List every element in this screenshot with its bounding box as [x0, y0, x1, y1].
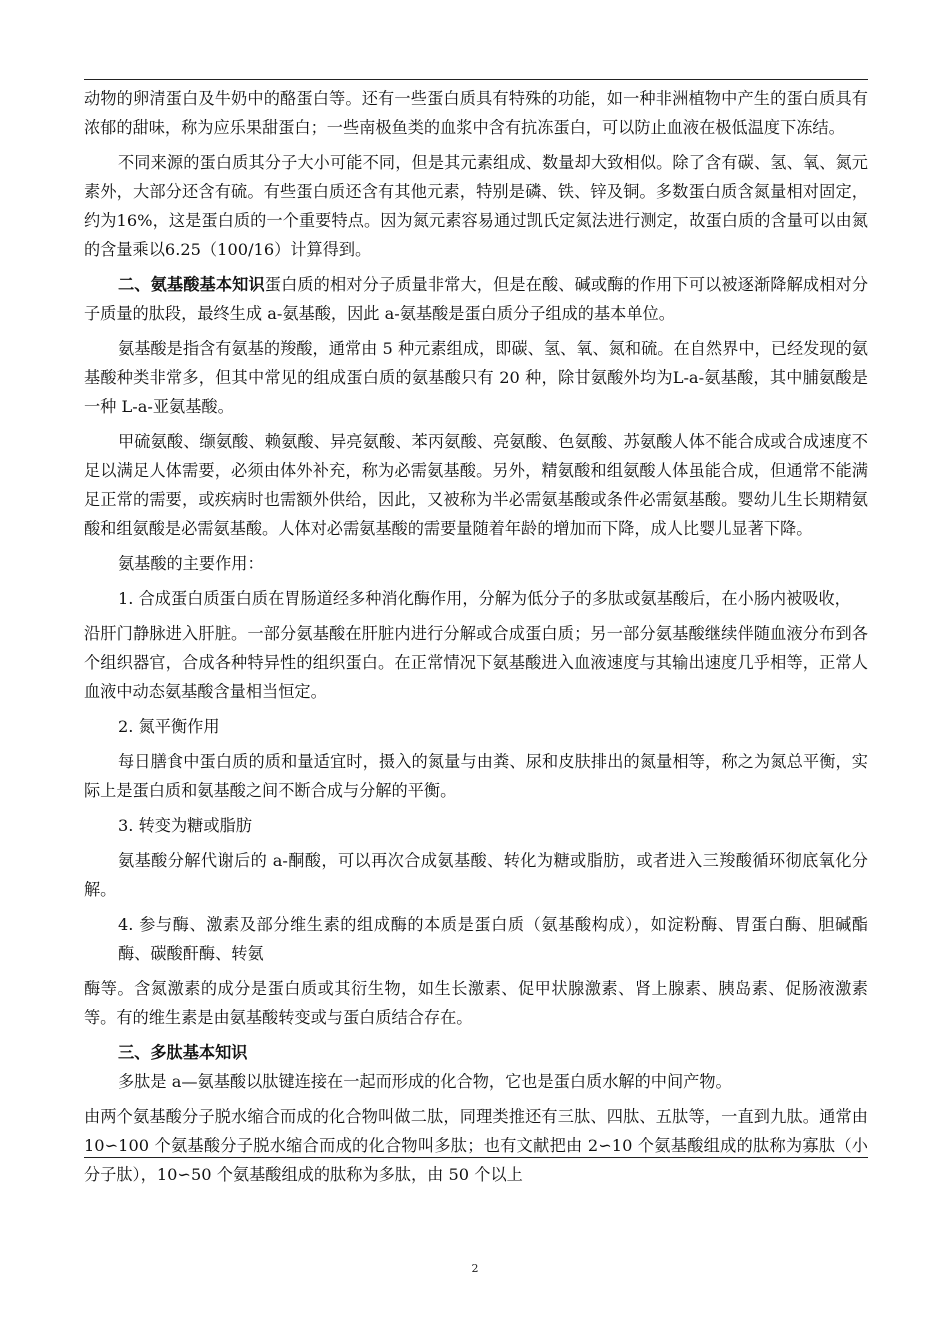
body-text	[84, 84, 868, 1189]
section-heading-amino-acids: 二、氨基酸基本知识	[118, 275, 265, 294]
paragraph-1: 动物的卵清蛋白及牛奶中的酪蛋白等。还有一些蛋白质具有特殊的功能，如一种非洲植物中产生的蛋白质具有浓郁的甜味，称为应乐果甜蛋白；一些南极鱼类的血浆中含有抗冻蛋白，可以防止血液在极低温度下冻结。	[84, 89, 868, 137]
paragraph-10: 酶等。含氮激素的成分是蛋白质或其衍生物，如生长激素、促甲状腺激素、肾上腺素、胰岛素、促肠液激素等。有的维生素是由氨基酸转变或与蛋白质结合存在。	[84, 979, 868, 1027]
paragraph-6: 氨基酸的主要作用：	[118, 554, 264, 573]
paragraph-12: 由两个氨基酸分子脱水缩合而成的化合物叫做二肽，同理类推还有三肽、四肽、五肽等，一直到九肽。通常由 10∽100 个氨基酸分子脱水缩合而成的化合物叫多肽；也有文献把由 2∽10 个氨基酸组成的肽称为寡肽（小分子肽），10∽50 个氨基酸组成的肽称为多肽，由 50 个以上	[84, 1107, 868, 1184]
list-item-3: 3. 转变为糖或脂肪	[118, 816, 252, 835]
inline-divider	[84, 1157, 868, 1158]
list-item-1: 1. 合成蛋白质蛋白质在胃肠道经多种消化酶作用，分解为低分子的多肽或氨基酸后，在小肠内被吸收，	[118, 589, 851, 608]
page-number: 2	[471, 1262, 479, 1275]
paragraph-11: 多肽是 a—氨基酸以肽键连接在一起而形成的化合物，它也是蛋白质水解的中间产物。	[118, 1072, 732, 1091]
paragraph-2: 不同来源的蛋白质其分子大小可能不同，但是其元素组成、数量却大致相似。除了含有碳、氢、氧、氮元素外，大部分还含有硫。有些蛋白质还含有其他元素，特别是磷、铁、锌及铜。多数蛋白质含氮量相对固定，约为16%，这是蛋白质的一个重要特点。因为氮元素容易通过凯氏定氮法进行测定，故蛋白质的含量可以由氮的含量乘以6.25（100/16）计算得到。	[84, 153, 868, 259]
paragraph-9: 氨基酸分解代谢后的 a-酮酸，可以再次合成氨基酸、转化为糖或脂肪，或者进入三羧酸循环彻底氧化分解。	[84, 851, 868, 899]
paragraph-8: 每日膳食中蛋白质的质和量适宜时，摄入的氮量与由粪、尿和皮肤排出的氮量相等，称之为氮总平衡，实际上是蛋白质和氨基酸之间不断合成与分解的平衡。	[84, 752, 868, 800]
section-heading-peptides: 三、多肽基本知识	[118, 1043, 248, 1062]
paragraph-3	[84, 270, 868, 328]
paragraph-5: 甲硫氨酸、缬氨酸、赖氨酸、异亮氨酸、苯丙氨酸、亮氨酸、色氨酸、苏氨酸人体不能合成或合成速度不足以满足人体需要，必须由体外补充，称为必需氨基酸。另外，精氨酸和组氨酸人体虽能合成，但通常不能满足正常的需要，或疾病时也需额外供给，因此，又被称为半必需氨基酸或条件必需氨基酸。婴幼儿生长期精氨酸和组氨酸是必需氨基酸。人体对必需氨基酸的需要量随着年龄的增加而下降，成人比婴儿显著下降。	[84, 432, 868, 538]
paragraph-4: 氨基酸是指含有氨基的羧酸，通常由 5 种元素组成，即碳、氢、氧、氮和硫。在自然界中，已经发现的氨基酸种类非常多，但其中常见的组成蛋白质的氨基酸只有 20 种，除甘氨酸外均为L-a-氨基酸，其中脯氨酸是一种 L-a-亚氨基酸。	[84, 339, 868, 416]
top-divider	[84, 79, 868, 80]
paragraph-3-text: 蛋白质的相对分子质量非常大，但是在酸、碱或酶的作用下可以被逐渐降解成相对分子质量的肽段，最终生成 a-氨基酸，因此 a-氨基酸是蛋白质分子组成的基本单位。	[84, 275, 869, 323]
list-item-2: 2. 氮平衡作用	[118, 717, 220, 736]
paragraph-7: 沿肝门静脉进入肝脏。一部分氨基酸在肝脏内进行分解或合成蛋白质；另一部分氨基酸继续伴随血液分布到各个组织器官，合成各种特异性的组织蛋白。在正常情况下氨基酸进入血液速度与其输出速度几乎相等，正常人血液中动态氨基酸含量相当恒定。	[84, 624, 868, 701]
list-item-4: 4. 参与酶、激素及部分维生素的组成酶的本质是蛋白质（氨基酸构成），如淀粉酶、胃蛋白酶、胆碱酯酶、碳酸酐酶、转氨	[118, 915, 868, 963]
